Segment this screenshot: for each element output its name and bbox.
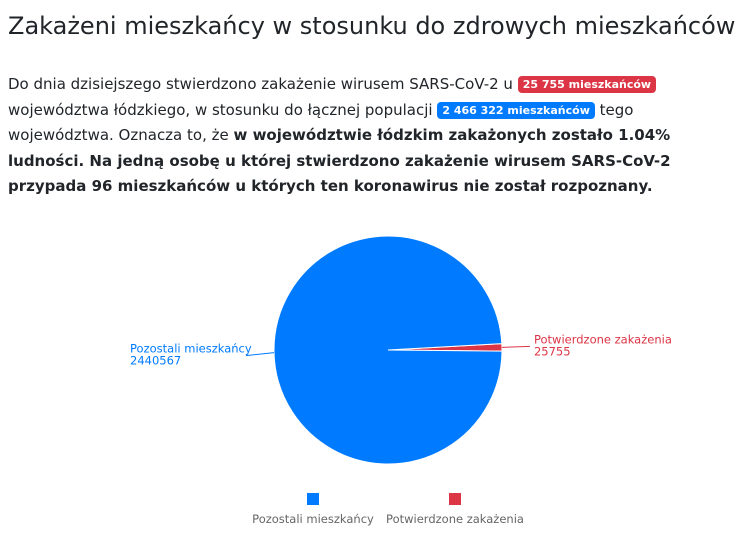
- slice-value-potwierdzone-zakazenia: 25755: [533, 344, 571, 359]
- slice-label-potwierdzone-zakazenia: Potwierdzone zakażenia: [533, 332, 672, 347]
- summary-paragraph: [8, 72, 730, 200]
- leader-line-potwierdzone-zakazenia: [502, 346, 530, 347]
- summary-bold-text: w województwie łódzkim zakażonych zostało 1.04% ludności. Na jedną osobę u której stwierdzono zakażenie wirusem SARS-CoV-2 przypada 96 mieszkańców u których ten koronawirus nie został rozpoznany.: [8, 126, 671, 195]
- slice-label-pozostali-mieszkancy: Pozostali mieszkańcy: [130, 341, 252, 356]
- summary-text-3: tego województwa. Oznacza to, że: [8, 100, 634, 144]
- summary-text-1: Do dnia dzisiejszego stwierdzono zakażenie wirusem SARS-CoV-2 u: [8, 75, 518, 93]
- legend-swatch-pozostali-mieszkancy[interactable]: [307, 493, 319, 505]
- slice-value-pozostali-mieszkancy: 2440567: [130, 353, 182, 368]
- summary-text-2: województwa łódzkiego, w stosunku do łącznej populacji: [8, 100, 438, 119]
- legend-swatch-potwierdzone-zakazenia[interactable]: [449, 493, 461, 505]
- population-count-badge: 2 466 322 mieszkańców: [437, 102, 595, 119]
- pie-chart: [0, 200, 736, 539]
- legend-label-pozostali-mieszkancy[interactable]: Pozostali mieszkańcy: [252, 512, 374, 526]
- page-title: Zakażeni mieszkańcy w stosunku do zdrowych mieszkańców: [8, 12, 736, 40]
- infected-count-badge: 25 755 mieszkańców: [518, 76, 656, 93]
- legend-label-potwierdzone-zakazenia[interactable]: Potwierdzone zakażenia: [386, 512, 524, 526]
